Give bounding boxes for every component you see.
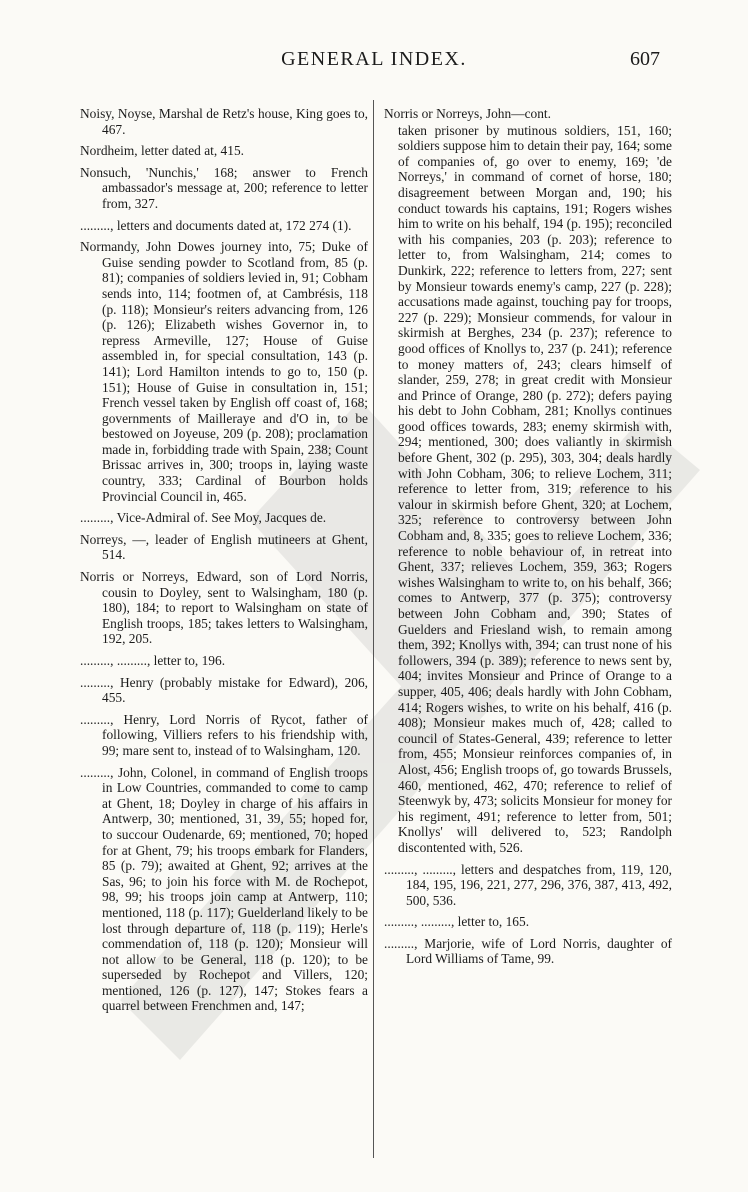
continuation-heading: Norris or Norreys, John—cont.	[384, 106, 551, 121]
index-entry: ........., John, Colonel, in command of English troops in Low Countries, commanded to come to camp at Ghent, 18; Doyley in charge of his affairs in Antwerp, 30; mentioned, 31, 39, 55; hoped for, to succour Oudenarde, 69; mentioned, 70; hoped for at Ghent, 79; his troops embark for Flanders, 85 (p. 79); awaited at Ghent, 92; arrives at the Sas, 96; to join his force with M. de Rochepot, 98, 99; his troops join camp at Antwerp, 110; mentioned, 118 (p. 117); Guelderland likely to be lost through departure of, 118 (p. 119); Herle's commendation of, 118 (p. 120); Monsieur will not allow to be General, 118 (p. 120); to be superseded by Rochepot and Villers, 120; mentioned, 126 (p. 127), 147; Stokes fears a quarrel between Frenchmen and, 147;	[80, 764, 368, 1014]
index-entry: ........., letters and documents dated at, 172 274 (1).	[80, 217, 352, 233]
index-entry: Norris or Norreys, Edward, son of Lord Norris, cousin to Doyley, sent to Walsingham, 180 (p. 180), 184; to report to Walsingham on state of English troops, 185; takes letters to Walsingham, 192, 205.	[80, 569, 368, 647]
index-entry: ........., Henry (probably mistake for Edward), 206, 455.	[80, 674, 368, 706]
index-entry: ........., Henry, Lord Norris of Rycot, father of following, Villiers refers to his friendship with, 99; mare sent to, instead of to Walsingham, 120.	[80, 711, 368, 758]
running-head	[0, 48, 748, 78]
index-entry: ........., ........., letter to, 165.	[384, 914, 530, 930]
index-entry: Norreys, —, leader of English mutineers at Ghent, 514.	[80, 531, 368, 563]
index-entry: ........., ........., letters and despatches from, 119, 120, 184, 195, 196, 221, 277, 296, 376, 387, 413, 492, 500, 536.	[384, 861, 672, 908]
page-number: 607	[630, 48, 660, 70]
index-entry: ........., ........., letter to, 196.	[80, 653, 226, 668]
continuation-text: taken prisoner by mutinous soldiers, 151, 160; soldiers suppose him to detain their pay, 164; some of companies of, go over to enemy, 169; 'de Norreys,' in command of cornet of horse, 180; disagreement between Morgan and, 190; his conduct towards his captains, 191; Rogers wishes him to write on his behalf, 194 (p. 195); reconciled with his companies, 203 (p. 203); reference to letter to, from Walsingham, 214; comes to Dunkirk, 222; reference to letters from, 227; sent by Monsieur towards enemy's camp, 227 (p. 228); accusations made against, touching pay for troops, 227 (p. 229); Monsieur commends, for valour in skirmish at Berghes, 234 (p. 237); reference to good offices of Knollys to, 237 (p. 241); reference to money matters of, 243; clears himself of slander, 259, 278; in great credit with Monsieur and Prince of Orange, 280 (p. 272); defers paying his debt to John Cobham, 281; Knollys continues good offices towards, 283; enemy skirmish with, 294; mentioned, 300; does valiantly in skirmish before Ghent, 302 (p. 295), 303, 304; deals hardly with John Cobham, 306; to relieve Lochem, 311; reference to letter from, 319; reference to his valour in skirmish before Ghent, 320; at Lochem, 325; reference to controversy between John Cobham and, 8, 335; goes to relieve Lochem, 336; reference to noble behaviour of, in retreat into Ghent, 337; relieves Lochem, 359, 363; Rogers wishes Walsingham to write to, on his behalf, 366; comes to Antwerp, 377 (p. 375); controversy between John Cobham and, 390; States of Guelders and Friesland wish, to remain among them, 392; Knollys with, 394; can trust none of his followers, 394 (p. 389); reference to news sent by, 404; invites Monsieur and Prince of Orange to a supper, 405, 406; deals hardly with John Cobham, 414; Rogers wishes, to write on his behalf, 416 (p. 408); Monsieur makes much of, 428; called to council of States-General, 439; reference to letter from, 455; Monsieur reinforces companies of, in Alost, 456; English troops of, go towards Brussels, 460, mentioned, 462, 470; reference to relief of Steenwyk by, 473; solicits Monsieur for money for his regiment, 491; reference to letter from, 501; Knollys' will delivered to, 523; Randolph discontented with, 526.	[398, 122, 672, 855]
index-entry: ........., Vice-Admiral of. See Moy, Jacques de.	[80, 510, 327, 526]
right-column	[384, 106, 672, 973]
column-divider	[373, 100, 374, 1158]
index-entry: Nonsuch, 'Nunchis,' 168; answer to French ambassador's message at, 200; reference to letter from, 327.	[80, 164, 368, 211]
index-entry: Noisy, Noyse, Marshal de Retz's house, King goes to, 467.	[80, 106, 368, 137]
running-title: GENERAL INDEX.	[281, 48, 467, 70]
index-entry: Normandy, John Dowes journey into, 75; Duke of Guise sending powder to Scotland from, 85 (p. 81); companies of soldiers levied in, 91; Cobham sends into, 114; footmen of, at Cambrésis, 118 (p. 118); Monsieur's reiters advancing from, 126 (p. 126); Elizabeth wishes Governor in, to repress Armeville, 127; House of Guise assembled in, for special consultation, 143 (p. 141); Lord Hamilton intends to go to, 150 (p. 151); House of Guise in consultation in, 151; French vessel taken by English off coast of, 168; governments of Mailleraye and d'O in, to be bestowed on Joyeuse, 209 (p. 208); proclamation made in, forbidding trade with Spain, 238; Count Brissac arrives in, 300; troops in, laying waste country, 333; Cardinal of Bourbon holds Provincial Council in, 465.	[80, 239, 368, 504]
left-column	[80, 106, 368, 1020]
index-entry: Nordheim, letter dated at, 415.	[80, 143, 244, 159]
index-entry: ........., Marjorie, wife of Lord Norris, daughter of Lord Williams of Tame, 99.	[384, 935, 672, 967]
